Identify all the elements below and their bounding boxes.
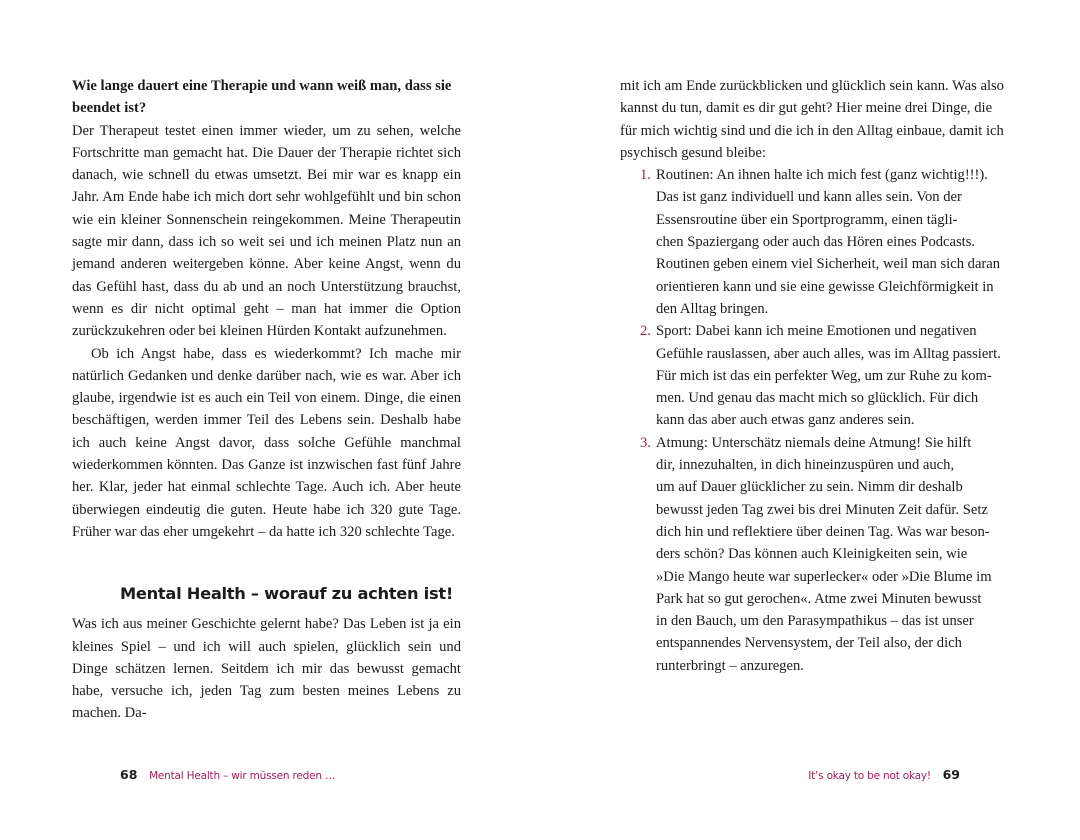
right-page: [540, 0, 1080, 840]
question-heading: Wie lange dauert eine Therapie und wann weiß man, dass sie beendet ist?: [72, 78, 452, 117]
list-line: Gefühle rauslassen, aber auch alles, was im Alltag passiert.: [656, 345, 1001, 362]
list-line: Das ist ganz individuell und kann alles sein. Von der: [656, 189, 962, 206]
list-line: chen Spaziergang oder auch das Hören eines Podcasts.: [656, 234, 976, 251]
list-line: entspannendes Nervensystem, der Teil also, der dich: [656, 635, 962, 652]
list-number: 3.: [640, 434, 651, 451]
list-line: ders schön? Das können auch Kleinigkeiten sein, wie: [656, 546, 968, 563]
page-number-right: 69: [942, 767, 960, 782]
list-line: »Die Mango heute war superlecker« oder »Die Blume im: [656, 568, 992, 585]
list-line: orientieren kann und sie eine gewisse Gleichförmigkeit in: [656, 278, 994, 295]
paragraph-intro-list: mit ich am Ende zurückblicken und glücklich sein kann. Was also kannst du tun, damit es dir gut geht? Hier meine drei Dinge, die für mich wichtig sind und die ich in den Alltag einbaue, damit ich psychisch gesund bleibe:: [620, 78, 1004, 161]
paragraph-fear-of-return: Ob ich Angst habe, dass es wiederkommt? Ich mache mir natürlich Gedanken und denke darüber nach, wie es war. Aber ich glaube, irgendwie ist es auch ein Teil von einem. Dinge, die einen beschäftigen, werden immer Teil des Lebens sein. Deshalb habe ich auch keine Angst davor, dass solche Gefühle manchmal wiederkommen könnten. Das Ganze ist inzwischen fast fünf Jahre her. Klar, jeder hat einmal schlechte Tage. Auch ich. Aber heute überwiegen eindeutig die guten. Heute habe ich 320 gute Tage. Früher war das eher umgekehrt – da hatte ich 320 schlechte Tage.: [72, 345, 461, 540]
list-line: runterbringt – anzuregen.: [656, 657, 804, 674]
list-line: Essensroutine über ein Sportprogramm, einen tägli-: [656, 211, 958, 228]
numbered-list: [620, 164, 1010, 677]
list-line: um auf Dauer glücklicher zu sein. Nimm dir deshalb: [656, 479, 963, 496]
list-line: kann das aber auch etwas ganz anderes sein.: [656, 412, 915, 429]
list-line: Park hat so gut gerochen«. Atme zwei Minuten bewusst: [656, 590, 982, 607]
list-line: bewusst jeden Tag zwei bis drei Minuten Zeit dafür. Setz: [656, 501, 988, 518]
list-number: 2.: [640, 323, 651, 340]
list-line: men. Und genau das macht mich so glücklich. Für dich: [656, 390, 979, 407]
list-item-sport: [620, 320, 1010, 431]
list-number: 1.: [640, 167, 651, 184]
list-line: Für mich ist das ein perfekter Weg, um zur Ruhe zu kom-: [656, 367, 992, 384]
left-text-column: [72, 75, 461, 725]
paragraph-therapy-duration: Der Therapeut testet einen immer wieder, um zu sehen, welche Fortschritte man gemacht hat. Die Dauer der Therapie richtet sich danach, wie schnell du etwas umsetzt. Bei mir war es knapp ein Jahr. Am Ende habe ich mich dort sehr wohlgefühlt und bin schon wie ein kleiner Sonnenschein reingekommen. Meine Therapeutin sagte mir dann, dass ich so weit sei und ich meinen Platz nun an jemand anderen weitergeben könne. Aber keine Angst, wenn du das Gefühl hast, dass du ab und an noch Unterstützung brauchst, wenn es dir nicht optimal geht – man hat immer die Option zurückzukehren oder bei kleinen Hürden Kontakt aufzunehmen.: [72, 122, 461, 340]
right-footer: [808, 765, 960, 786]
list-line: Routinen geben einem viel Sicherheit, weil man sich daran: [656, 256, 1001, 273]
right-text-column: [620, 75, 1010, 677]
running-title-left: Mental Health – wir müssen reden …: [149, 770, 336, 782]
list-line: dich hin und reflektiere über deinen Tag. Was war beson-: [656, 523, 990, 540]
list-line: Atmung: Unterschätz niemals deine Atmung! Sie hilft: [656, 434, 972, 451]
running-title-right: It’s okay to be not okay!: [808, 770, 931, 782]
section-heading: Mental Health – worauf zu achten ist!: [120, 584, 453, 604]
list-item-routines: [620, 164, 1010, 320]
list-item-breathing: [620, 432, 1010, 677]
list-line: dir, innezuhalten, in dich hineinzuspüren und auch,: [656, 457, 955, 474]
list-line: Routinen: An ihnen halte ich mich fest (ganz wichtig!!!).: [656, 167, 988, 184]
list-line: Sport: Dabei kann ich meine Emotionen und negativen: [656, 323, 977, 340]
page-number-left: 68: [120, 767, 138, 782]
left-footer: [120, 765, 335, 786]
list-line: den Alltag bringen.: [656, 300, 769, 317]
list-line: in den Bauch, um den Parasympathikus – das ist unser: [656, 613, 974, 630]
paragraph-lessons-learned: Was ich aus meiner Geschichte gelernt habe? Das Leben ist ja ein kleines Spiel – und ich will auch spielen, glücklich sein und Dinge schätzen lernen. Seitdem ich mir das bewusst gemacht habe, versuche ich, jeden Tag zum besten meines Lebens zu machen. Da-: [72, 616, 461, 722]
